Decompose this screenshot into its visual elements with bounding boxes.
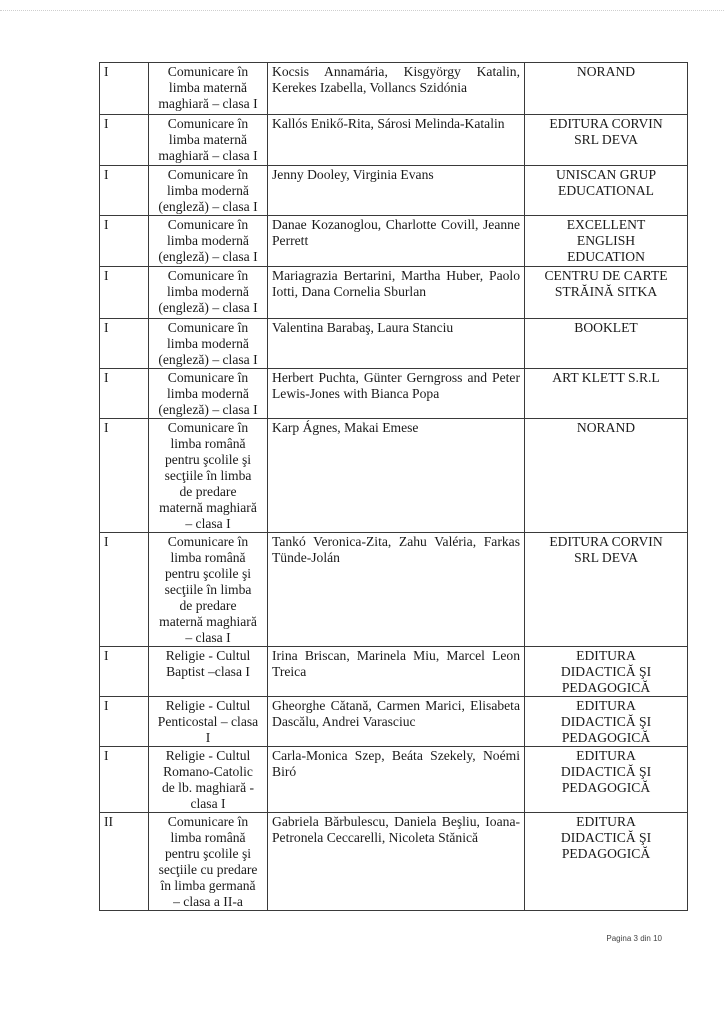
authors-cell-text: Karp Ágnes, Makai Emese [272,420,419,435]
subject-cell-text: Comunicare în limba modernă (engleză) – clasa I [158,320,258,367]
publisher-cell-text: EXCELLENT ENGLISH EDUCATION [566,217,646,264]
authors-cell [268,166,525,216]
subject-cell [149,166,268,216]
publisher-cell [525,813,688,911]
table-row [100,115,688,166]
publisher-cell-text: EDITURA DIDACTICĂ ŞI PEDAGOGICĂ [560,748,652,795]
publisher-cell-text: BOOKLET [574,320,638,335]
authors-cell [268,115,525,166]
class-cell [100,115,149,166]
top-rule [0,10,724,11]
subject-cell [149,267,268,319]
publisher-cell [525,216,688,267]
authors-cell-text: Kallós Enikő-Rita, Sárosi Melinda-Katalin [272,116,505,131]
publisher-cell [525,533,688,647]
authors-cell-text: Danae Kozanoglou, Charlotte Covill, Jeanne Perrett [272,217,520,248]
publisher-cell-text: NORAND [576,64,636,79]
table-row [100,697,688,747]
subject-cell [149,747,268,813]
class-cell [100,747,149,813]
subject-cell-text: Comunicare în limba maternă maghiară – clasa I [158,116,258,163]
table-row [100,319,688,369]
class-cell-text: I [104,268,109,283]
publisher-cell-text: CENTRU DE CARTE STRĂINĂ SITKA [544,268,668,299]
table-row [100,166,688,216]
subject-cell-text: Comunicare în limba modernă (engleză) – clasa I [158,217,258,264]
class-cell [100,369,149,419]
subject-cell-text: Religie - Cultul Penticostal – clasa I [157,698,259,745]
class-cell [100,267,149,319]
subject-cell [149,419,268,533]
table-row [100,813,688,911]
subject-cell [149,369,268,419]
table-row [100,747,688,813]
subject-cell [149,533,268,647]
publisher-cell [525,267,688,319]
class-cell-text: I [104,167,109,182]
class-cell-text: I [104,64,109,79]
publisher-cell [525,647,688,697]
publisher-cell-text: UNISCAN GRUP EDUCATIONAL [555,167,657,198]
class-cell-text: I [104,698,109,713]
authors-cell [268,647,525,697]
class-cell [100,533,149,647]
class-cell [100,63,149,115]
subject-cell-text: Religie - Cultul Romano-Catolic de lb. maghiară - clasa I [161,748,255,811]
class-cell-text: II [104,814,114,829]
subject-cell-text: Comunicare în limba modernă (engleză) – clasa I [158,167,258,214]
subject-cell-text: Comunicare în limba modernă (engleză) – clasa I [158,268,258,315]
authors-cell [268,267,525,319]
publisher-cell-text: EDITURA CORVIN SRL DEVA [549,534,663,565]
subject-cell [149,319,268,369]
publisher-cell [525,697,688,747]
class-cell-text: I [104,116,109,131]
authors-cell [268,419,525,533]
publisher-cell [525,115,688,166]
publisher-cell-text: NORAND [576,420,636,435]
publisher-cell [525,319,688,369]
class-cell [100,647,149,697]
subject-cell-text: Comunicare în limba română pentru şcolile şi secţiile în limba de predare maternă maghiară – clasa I [159,534,257,645]
authors-cell-text: Gheorghe Cătană, Carmen Marici, Elisabeta Dascălu, Andrei Varasciuc [272,698,520,729]
publisher-cell [525,63,688,115]
subject-cell-text: Comunicare în limba română pentru şcolile şi secţiile cu predare în limba germană – clasa a II-a [158,814,258,909]
page-number: Pagina 3 din 10 [606,934,662,943]
subject-cell [149,216,268,267]
authors-cell [268,697,525,747]
class-cell-text: I [104,420,109,435]
authors-cell [268,319,525,369]
publisher-cell-text: EDITURA DIDACTICĂ ŞI PEDAGOGICĂ [560,698,652,745]
authors-cell-text: Kocsis Annamária, Kisgyörgy Katalin, Kerekes Izabella, Vollancs Szidónia [272,64,520,95]
subject-cell-text: Comunicare în limba modernă (engleză) – clasa I [158,370,258,417]
authors-cell-text: Gabriela Bărbulescu, Daniela Beşliu, Ioana-Petronela Ceccarelli, Nicoleta Stănică [272,814,520,845]
authors-cell-text: Carla-Monica Szep, Beáta Szekely, Noémi Biró [272,748,520,779]
subject-cell [149,63,268,115]
authors-cell [268,533,525,647]
class-cell [100,813,149,911]
subject-cell [149,697,268,747]
authors-cell [268,369,525,419]
publisher-cell [525,747,688,813]
authors-cell-text: Herbert Puchta, Günter Gerngross and Peter Lewis-Jones with Bianca Popa [272,370,520,401]
class-cell [100,419,149,533]
class-cell-text: I [104,320,109,335]
table-body [100,63,688,911]
table-row [100,267,688,319]
authors-cell-text: Tankó Veronica-Zita, Zahu Valéria, Farkas Tünde-Jolán [272,534,520,565]
publisher-cell [525,419,688,533]
table-row [100,63,688,115]
class-cell-text: I [104,370,109,385]
class-cell-text: I [104,648,109,663]
publisher-cell-text: EDITURA DIDACTICĂ ŞI PEDAGOGICĂ [560,814,652,861]
table-row [100,369,688,419]
table-row [100,533,688,647]
publisher-cell-text: ART KLETT S.R.L [552,370,660,385]
authors-cell-text: Irina Briscan, Marinela Miu, Marcel Leon Treica [272,648,520,679]
subject-cell [149,813,268,911]
authors-cell [268,63,525,115]
class-cell [100,216,149,267]
table-row [100,419,688,533]
textbook-table [99,62,688,911]
class-cell-text: I [104,217,109,232]
class-cell [100,319,149,369]
authors-cell-text: Valentina Barabaş, Laura Stanciu [272,320,454,335]
authors-cell-text: Jenny Dooley, Virginia Evans [272,167,434,182]
subject-cell-text: Comunicare în limba maternă maghiară – clasa I [158,64,258,111]
subject-cell-text: Religie - Cultul Baptist –clasa I [165,648,251,679]
subject-cell [149,647,268,697]
authors-cell [268,216,525,267]
subject-cell [149,115,268,166]
publisher-cell [525,166,688,216]
publisher-cell-text: EDITURA DIDACTICĂ ŞI PEDAGOGICĂ [560,648,652,695]
table-row [100,647,688,697]
publisher-cell [525,369,688,419]
authors-cell [268,747,525,813]
class-cell [100,166,149,216]
publisher-cell-text: EDITURA CORVIN SRL DEVA [549,116,663,147]
authors-cell [268,813,525,911]
table-row [100,216,688,267]
class-cell [100,697,149,747]
authors-cell-text: Mariagrazia Bertarini, Martha Huber, Paolo Iotti, Dana Cornelia Sburlan [272,268,520,299]
subject-cell-text: Comunicare în limba română pentru şcolile şi secţiile în limba de predare maternă maghiară – clasa I [159,420,257,531]
class-cell-text: I [104,748,109,763]
class-cell-text: I [104,534,109,549]
